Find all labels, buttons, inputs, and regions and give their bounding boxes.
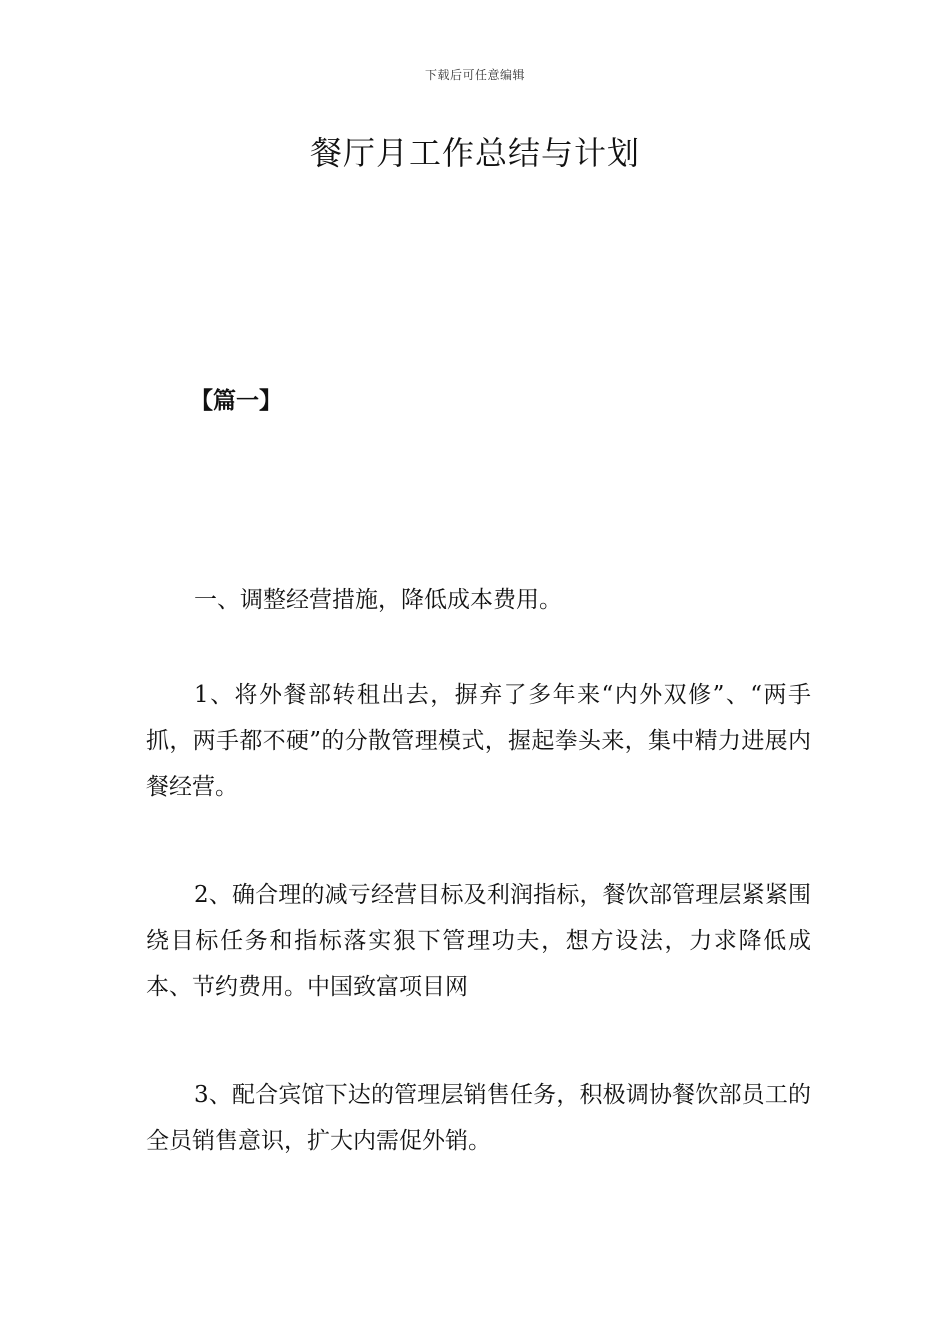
paragraph-1: 1、将外餐部转租出去，摒弃了多年来“内外双修”、“两手抓，两手都不硬”的分散管理模式，握起拳头来，集中精力进展内餐经营。 [146,682,811,800]
paragraph-3: 3、配合宾馆下达的管理层销售任务，积极调协餐饮部员工的全员销售意识，扩大内需促外销。 [146,1082,811,1154]
section-heading: 一、调整经营措施，降低成本费用。 [194,587,562,613]
paragraph-2: 2、确合理的减亏经营目标及利润指标，餐饮部管理层紧紧围绕目标任务和指标落实狠下管理功夫，想方设法，力求降低成本、节约费用。中国致富项目网 [146,882,811,1000]
header-note: 下载后可任意编辑 [424,68,525,82]
section-label: 【篇一】 [190,387,282,414]
document-title: 餐厅月工作总结与计划 [309,134,640,172]
